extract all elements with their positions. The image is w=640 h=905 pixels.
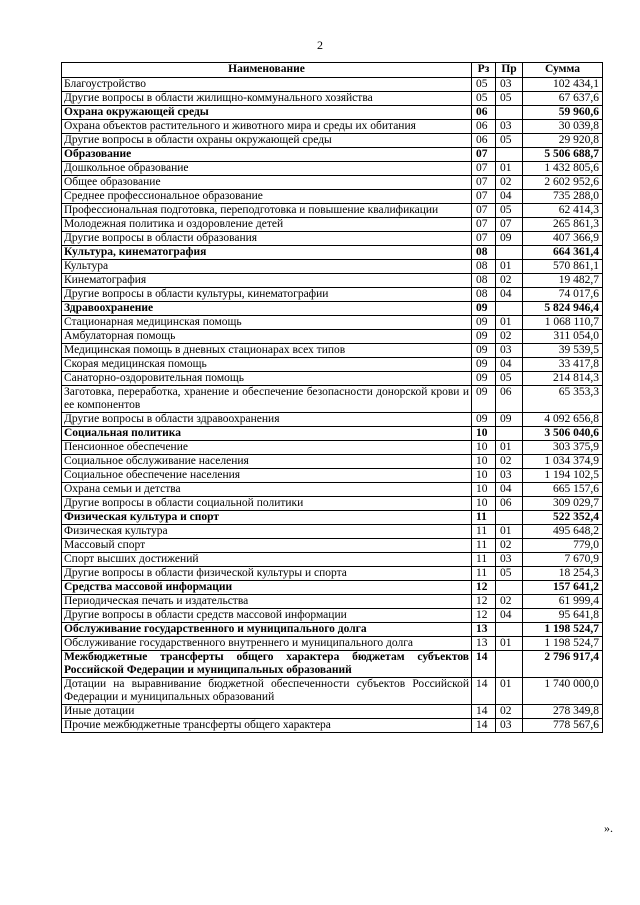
table-row <box>62 497 603 511</box>
cell-sum: 3 506 040,6 <box>523 427 603 441</box>
section-row <box>62 651 603 678</box>
cell-pr: 04 <box>496 288 523 302</box>
cell-pr <box>496 623 523 637</box>
table-row <box>62 78 603 92</box>
cell-sum: 735 288,0 <box>523 190 603 204</box>
cell-sum: 407 366,9 <box>523 232 603 246</box>
cell-rz: 05 <box>472 78 496 92</box>
table-row <box>62 274 603 288</box>
cell-pr: 01 <box>496 678 523 705</box>
cell-pr: 02 <box>496 705 523 719</box>
header-rz: Рз <box>472 63 496 78</box>
cell-name: Охрана семьи и детства <box>62 483 472 497</box>
cell-rz: 09 <box>472 330 496 344</box>
table-row <box>62 92 603 106</box>
cell-rz: 09 <box>472 302 496 316</box>
cell-pr: 04 <box>496 609 523 623</box>
cell-pr: 01 <box>496 162 523 176</box>
cell-name: Заготовка, переработка, хранение и обеспечение безопасности донорской крови и ее компонентов <box>62 386 472 413</box>
table-row <box>62 120 603 134</box>
cell-name: Охрана объектов растительного и животного мира и среды их обитания <box>62 120 472 134</box>
cell-name: Социальное обеспечение населения <box>62 469 472 483</box>
cell-sum: 1 740 000,0 <box>523 678 603 705</box>
header-pr: Пр <box>496 63 523 78</box>
cell-pr: 03 <box>496 719 523 733</box>
cell-rz: 10 <box>472 441 496 455</box>
cell-pr: 05 <box>496 372 523 386</box>
table-row <box>62 204 603 218</box>
cell-name: Культура, кинематография <box>62 246 472 260</box>
cell-pr <box>496 246 523 260</box>
cell-rz: 08 <box>472 260 496 274</box>
table-row <box>62 705 603 719</box>
cell-rz: 08 <box>472 288 496 302</box>
table-row <box>62 288 603 302</box>
cell-name: Скорая медицинская помощь <box>62 358 472 372</box>
cell-sum: 311 054,0 <box>523 330 603 344</box>
cell-name: Обслуживание государственного и муниципального долга <box>62 623 472 637</box>
cell-pr: 02 <box>496 176 523 190</box>
cell-pr: 03 <box>496 120 523 134</box>
table-header-row <box>62 63 603 78</box>
cell-rz: 14 <box>472 651 496 678</box>
cell-rz: 12 <box>472 609 496 623</box>
budget-table <box>61 62 603 733</box>
cell-rz: 10 <box>472 497 496 511</box>
section-row <box>62 427 603 441</box>
cell-rz: 11 <box>472 539 496 553</box>
cell-name: Другие вопросы в области средств массовой информации <box>62 609 472 623</box>
cell-pr <box>496 651 523 678</box>
cell-name: Благоустройство <box>62 78 472 92</box>
cell-rz: 08 <box>472 274 496 288</box>
cell-pr: 03 <box>496 344 523 358</box>
cell-pr: 04 <box>496 358 523 372</box>
cell-rz: 05 <box>472 92 496 106</box>
cell-name: Стационарная медицинская помощь <box>62 316 472 330</box>
cell-rz: 09 <box>472 372 496 386</box>
cell-rz: 09 <box>472 344 496 358</box>
cell-sum: 778 567,6 <box>523 719 603 733</box>
cell-name: Другие вопросы в области социальной политики <box>62 497 472 511</box>
cell-sum: 59 960,6 <box>523 106 603 120</box>
section-row <box>62 148 603 162</box>
cell-name: Среднее профессиональное образование <box>62 190 472 204</box>
cell-rz: 10 <box>472 483 496 497</box>
section-row <box>62 302 603 316</box>
cell-rz: 12 <box>472 581 496 595</box>
cell-pr: 01 <box>496 441 523 455</box>
cell-rz: 11 <box>472 567 496 581</box>
cell-rz: 10 <box>472 455 496 469</box>
cell-sum: 61 999,4 <box>523 595 603 609</box>
cell-name: Пенсионное обеспечение <box>62 441 472 455</box>
table-row <box>62 358 603 372</box>
cell-sum: 664 361,4 <box>523 246 603 260</box>
cell-rz: 09 <box>472 413 496 427</box>
section-row <box>62 511 603 525</box>
cell-name: Медицинская помощь в дневных стационарах всех типов <box>62 344 472 358</box>
cell-sum: 1 432 805,6 <box>523 162 603 176</box>
cell-sum: 65 353,3 <box>523 386 603 413</box>
table-row <box>62 330 603 344</box>
cell-sum: 29 920,8 <box>523 134 603 148</box>
cell-pr: 06 <box>496 386 523 413</box>
cell-name: Физическая культура <box>62 525 472 539</box>
table-row <box>62 595 603 609</box>
cell-pr: 03 <box>496 78 523 92</box>
table-row <box>62 176 603 190</box>
table-row <box>62 609 603 623</box>
cell-pr <box>496 581 523 595</box>
table-row <box>62 553 603 567</box>
cell-name: Массовый спорт <box>62 539 472 553</box>
cell-rz: 07 <box>472 162 496 176</box>
cell-name: Другие вопросы в области жилищно-коммунального хозяйства <box>62 92 472 106</box>
cell-name: Иные дотации <box>62 705 472 719</box>
cell-name: Другие вопросы в области культуры, кинематографии <box>62 288 472 302</box>
cell-sum: 5 824 946,4 <box>523 302 603 316</box>
table-row <box>62 483 603 497</box>
cell-name: Межбюджетные трансферты общего характера бюджетам субъектов Российской Федерации и муниципальных образований <box>62 651 472 678</box>
cell-rz: 08 <box>472 246 496 260</box>
cell-rz: 13 <box>472 623 496 637</box>
cell-sum: 157 641,2 <box>523 581 603 595</box>
cell-name: Дотации на выравнивание бюджетной обеспеченности субъектов Российской Федерации и муниципальных образований <box>62 678 472 705</box>
cell-pr: 01 <box>496 316 523 330</box>
section-row <box>62 246 603 260</box>
cell-pr: 09 <box>496 232 523 246</box>
cell-name: Образование <box>62 148 472 162</box>
cell-name: Социальное обслуживание населения <box>62 455 472 469</box>
cell-rz: 07 <box>472 190 496 204</box>
table-row <box>62 190 603 204</box>
cell-sum: 309 029,7 <box>523 497 603 511</box>
cell-sum: 1 068 110,7 <box>523 316 603 330</box>
cell-name: Средства массовой информации <box>62 581 472 595</box>
section-row <box>62 581 603 595</box>
cell-pr: 05 <box>496 92 523 106</box>
cell-name: Здравоохранение <box>62 302 472 316</box>
cell-pr <box>496 302 523 316</box>
cell-name: Профессиональная подготовка, переподготовка и повышение квалификации <box>62 204 472 218</box>
cell-rz: 14 <box>472 705 496 719</box>
table-row <box>62 567 603 581</box>
cell-name: Другие вопросы в области образования <box>62 232 472 246</box>
cell-name: Другие вопросы в области здравоохранения <box>62 413 472 427</box>
cell-pr: 02 <box>496 455 523 469</box>
table-row <box>62 218 603 232</box>
cell-sum: 779,0 <box>523 539 603 553</box>
cell-pr: 04 <box>496 483 523 497</box>
cell-sum: 522 352,4 <box>523 511 603 525</box>
cell-pr: 05 <box>496 567 523 581</box>
cell-pr: 02 <box>496 274 523 288</box>
section-row <box>62 106 603 120</box>
table-row <box>62 455 603 469</box>
section-row <box>62 623 603 637</box>
table-row <box>62 441 603 455</box>
cell-rz: 06 <box>472 120 496 134</box>
table-row <box>62 637 603 651</box>
cell-rz: 09 <box>472 386 496 413</box>
header-name: Наименование <box>62 63 472 78</box>
cell-pr <box>496 427 523 441</box>
cell-sum: 30 039,8 <box>523 120 603 134</box>
cell-sum: 495 648,2 <box>523 525 603 539</box>
cell-pr <box>496 106 523 120</box>
cell-name: Другие вопросы в области физической культуры и спорта <box>62 567 472 581</box>
table-row <box>62 678 603 705</box>
cell-rz: 07 <box>472 232 496 246</box>
table-row <box>62 260 603 274</box>
cell-sum: 2 796 917,4 <box>523 651 603 678</box>
cell-pr: 03 <box>496 469 523 483</box>
cell-name: Дошкольное образование <box>62 162 472 176</box>
cell-sum: 7 670,9 <box>523 553 603 567</box>
cell-sum: 303 375,9 <box>523 441 603 455</box>
cell-name: Другие вопросы в области охраны окружающей среды <box>62 134 472 148</box>
cell-name: Молодежная политика и оздоровление детей <box>62 218 472 232</box>
cell-name: Охрана окружающей среды <box>62 106 472 120</box>
cell-name: Общее образование <box>62 176 472 190</box>
cell-pr: 02 <box>496 595 523 609</box>
table-row <box>62 386 603 413</box>
table-body <box>62 78 603 733</box>
closing-quote-mark: ». <box>604 821 613 835</box>
cell-name: Санаторно-оздоровительная помощь <box>62 372 472 386</box>
cell-sum: 2 602 952,6 <box>523 176 603 190</box>
cell-sum: 62 414,3 <box>523 204 603 218</box>
cell-sum: 1 198 524,7 <box>523 623 603 637</box>
table-row <box>62 469 603 483</box>
cell-sum: 665 157,6 <box>523 483 603 497</box>
cell-rz: 14 <box>472 678 496 705</box>
cell-rz: 11 <box>472 511 496 525</box>
cell-sum: 33 417,8 <box>523 358 603 372</box>
cell-sum: 74 017,6 <box>523 288 603 302</box>
cell-rz: 10 <box>472 427 496 441</box>
cell-name: Периодическая печать и издательства <box>62 595 472 609</box>
cell-rz: 06 <box>472 106 496 120</box>
cell-sum: 18 254,3 <box>523 567 603 581</box>
cell-sum: 1 034 374,9 <box>523 455 603 469</box>
table-row <box>62 162 603 176</box>
table-row <box>62 539 603 553</box>
cell-rz: 09 <box>472 358 496 372</box>
cell-sum: 19 482,7 <box>523 274 603 288</box>
cell-name: Обслуживание государственного внутреннего и муниципального долга <box>62 637 472 651</box>
cell-pr: 03 <box>496 553 523 567</box>
cell-sum: 5 506 688,7 <box>523 148 603 162</box>
cell-pr: 01 <box>496 637 523 651</box>
cell-name: Физическая культура и спорт <box>62 511 472 525</box>
cell-sum: 1 194 102,5 <box>523 469 603 483</box>
cell-rz: 12 <box>472 595 496 609</box>
cell-pr: 07 <box>496 218 523 232</box>
cell-name: Социальная политика <box>62 427 472 441</box>
cell-rz: 13 <box>472 637 496 651</box>
table-row <box>62 134 603 148</box>
page-number: 2 <box>317 38 323 52</box>
cell-pr <box>496 511 523 525</box>
cell-pr <box>496 148 523 162</box>
cell-pr: 02 <box>496 539 523 553</box>
cell-sum: 4 092 656,8 <box>523 413 603 427</box>
cell-rz: 07 <box>472 148 496 162</box>
cell-pr: 01 <box>496 260 523 274</box>
table-row <box>62 344 603 358</box>
cell-sum: 1 198 524,7 <box>523 637 603 651</box>
cell-pr: 01 <box>496 525 523 539</box>
cell-rz: 11 <box>472 525 496 539</box>
cell-sum: 67 637,6 <box>523 92 603 106</box>
table-row <box>62 413 603 427</box>
cell-rz: 07 <box>472 204 496 218</box>
cell-rz: 07 <box>472 176 496 190</box>
cell-pr: 05 <box>496 204 523 218</box>
table-row <box>62 316 603 330</box>
table-row <box>62 232 603 246</box>
header-sum: Сумма <box>523 63 603 78</box>
table-row <box>62 719 603 733</box>
cell-name: Прочие межбюджетные трансферты общего характера <box>62 719 472 733</box>
cell-pr: 04 <box>496 190 523 204</box>
cell-sum: 95 641,8 <box>523 609 603 623</box>
cell-rz: 14 <box>472 719 496 733</box>
cell-name: Амбулаторная помощь <box>62 330 472 344</box>
cell-sum: 265 861,3 <box>523 218 603 232</box>
cell-rz: 06 <box>472 134 496 148</box>
cell-pr: 02 <box>496 330 523 344</box>
cell-rz: 11 <box>472 553 496 567</box>
cell-rz: 10 <box>472 469 496 483</box>
cell-pr: 05 <box>496 134 523 148</box>
cell-rz: 07 <box>472 218 496 232</box>
cell-sum: 570 861,1 <box>523 260 603 274</box>
cell-sum: 214 814,3 <box>523 372 603 386</box>
cell-rz: 09 <box>472 316 496 330</box>
cell-name: Культура <box>62 260 472 274</box>
cell-pr: 06 <box>496 497 523 511</box>
cell-pr: 09 <box>496 413 523 427</box>
cell-sum: 39 539,5 <box>523 344 603 358</box>
cell-name: Кинематография <box>62 274 472 288</box>
cell-name: Спорт высших достижений <box>62 553 472 567</box>
cell-sum: 278 349,8 <box>523 705 603 719</box>
cell-sum: 102 434,1 <box>523 78 603 92</box>
table-row <box>62 525 603 539</box>
table-row <box>62 372 603 386</box>
